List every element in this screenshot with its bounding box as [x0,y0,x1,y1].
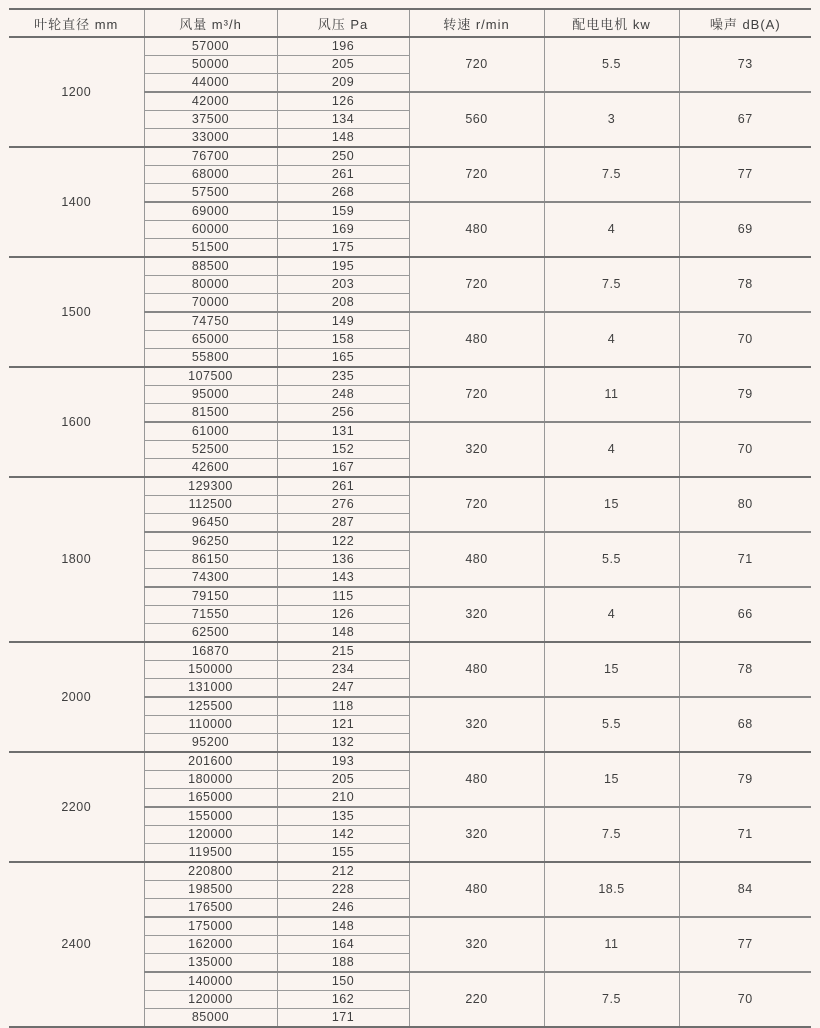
table-row [9,147,811,166]
noise-cell: 68 [679,697,811,752]
motor-power-cell: 5.5 [544,532,679,587]
air-volume-cell: 140000 [144,972,277,991]
speed-cell: 220 [409,972,544,1027]
air-volume-cell: 110000 [144,716,277,734]
noise-cell: 69 [679,202,811,257]
air-volume-cell: 57000 [144,37,277,56]
speed-cell: 320 [409,422,544,477]
air-volume-cell: 70000 [144,294,277,313]
air-volume-cell: 33000 [144,129,277,148]
air-pressure-cell: 148 [277,624,409,643]
air-pressure-cell: 121 [277,716,409,734]
air-volume-cell: 52500 [144,441,277,459]
air-pressure-cell: 165 [277,349,409,368]
noise-cell: 78 [679,642,811,697]
air-volume-cell: 51500 [144,239,277,258]
air-volume-cell: 129300 [144,477,277,496]
air-volume-cell: 16870 [144,642,277,661]
motor-power-cell: 15 [544,642,679,697]
air-pressure-cell: 196 [277,37,409,56]
air-pressure-cell: 148 [277,129,409,148]
table-body [9,37,811,1027]
air-pressure-cell: 246 [277,899,409,918]
air-pressure-cell: 159 [277,202,409,221]
air-pressure-cell: 205 [277,56,409,74]
air-volume-cell: 155000 [144,807,277,826]
air-pressure-cell: 142 [277,826,409,844]
air-volume-cell: 112500 [144,496,277,514]
air-pressure-cell: 261 [277,166,409,184]
table-row [9,477,811,496]
air-volume-cell: 55800 [144,349,277,368]
diameter-cell: 1800 [9,477,144,642]
air-volume-cell: 131000 [144,679,277,698]
air-volume-cell: 175000 [144,917,277,936]
air-pressure-cell: 131 [277,422,409,441]
air-pressure-cell: 118 [277,697,409,716]
air-pressure-cell: 188 [277,954,409,973]
speed-cell: 320 [409,697,544,752]
noise-cell: 79 [679,752,811,807]
diameter-cell: 1200 [9,37,144,147]
noise-cell: 71 [679,807,811,862]
air-pressure-cell: 132 [277,734,409,753]
motor-power-cell: 7.5 [544,257,679,312]
motor-power-cell: 7.5 [544,807,679,862]
air-volume-cell: 60000 [144,221,277,239]
speed-cell: 480 [409,312,544,367]
speed-cell: 560 [409,92,544,147]
noise-cell: 77 [679,147,811,202]
air-pressure-cell: 268 [277,184,409,203]
motor-power-cell: 11 [544,917,679,972]
noise-cell: 77 [679,917,811,972]
air-pressure-cell: 215 [277,642,409,661]
speed-cell: 320 [409,587,544,642]
diameter-cell: 2200 [9,752,144,862]
air-volume-cell: 37500 [144,111,277,129]
air-volume-cell: 71550 [144,606,277,624]
motor-power-cell: 11 [544,367,679,422]
air-pressure-cell: 171 [277,1009,409,1028]
air-volume-cell: 107500 [144,367,277,386]
air-pressure-cell: 261 [277,477,409,496]
air-volume-cell: 74300 [144,569,277,588]
speed-cell: 480 [409,752,544,807]
speed-cell: 480 [409,642,544,697]
air-volume-cell: 150000 [144,661,277,679]
air-volume-cell: 69000 [144,202,277,221]
air-volume-cell: 176500 [144,899,277,918]
air-volume-cell: 201600 [144,752,277,771]
air-pressure-cell: 234 [277,661,409,679]
air-pressure-cell: 256 [277,404,409,423]
motor-power-cell: 7.5 [544,147,679,202]
air-pressure-cell: 175 [277,239,409,258]
air-pressure-cell: 169 [277,221,409,239]
table-header-row [9,9,811,37]
motor-power-cell: 4 [544,587,679,642]
air-pressure-cell: 195 [277,257,409,276]
air-pressure-cell: 150 [277,972,409,991]
speed-cell: 720 [409,147,544,202]
air-pressure-cell: 250 [277,147,409,166]
air-pressure-cell: 205 [277,771,409,789]
speed-cell: 480 [409,202,544,257]
motor-power-cell: 3 [544,92,679,147]
air-pressure-cell: 149 [277,312,409,331]
air-pressure-cell: 126 [277,92,409,111]
diameter-cell: 2400 [9,862,144,1027]
speed-cell: 320 [409,807,544,862]
motor-power-cell: 4 [544,202,679,257]
motor-power-cell: 15 [544,477,679,532]
air-pressure-cell: 209 [277,74,409,93]
noise-cell: 67 [679,92,811,147]
table-row [9,752,811,771]
diameter-cell: 1400 [9,147,144,257]
air-volume-cell: 165000 [144,789,277,808]
air-pressure-cell: 276 [277,496,409,514]
motor-power-cell: 4 [544,312,679,367]
air-volume-cell: 57500 [144,184,277,203]
table-row [9,37,811,56]
air-volume-cell: 119500 [144,844,277,863]
noise-cell: 78 [679,257,811,312]
speed-cell: 320 [409,917,544,972]
air-pressure-cell: 167 [277,459,409,478]
air-pressure-cell: 210 [277,789,409,808]
air-pressure-cell: 228 [277,881,409,899]
air-pressure-cell: 155 [277,844,409,863]
diameter-cell: 1600 [9,367,144,477]
air-volume-cell: 120000 [144,991,277,1009]
air-volume-cell: 120000 [144,826,277,844]
air-pressure-cell: 287 [277,514,409,533]
air-volume-cell: 50000 [144,56,277,74]
speed-cell: 720 [409,367,544,422]
table-row [9,642,811,661]
air-volume-cell: 180000 [144,771,277,789]
air-pressure-cell: 208 [277,294,409,313]
noise-cell: 66 [679,587,811,642]
air-volume-cell: 81500 [144,404,277,423]
air-volume-cell: 85000 [144,1009,277,1028]
header-noise: 噪声 dB(A) [679,9,811,37]
table-row [9,257,811,276]
motor-power-cell: 4 [544,422,679,477]
air-pressure-cell: 212 [277,862,409,881]
air-pressure-cell: 152 [277,441,409,459]
speed-cell: 480 [409,532,544,587]
air-volume-cell: 125500 [144,697,277,716]
air-volume-cell: 135000 [144,954,277,973]
header-air-pressure: 风压 Pa [277,9,409,37]
table-row [9,367,811,386]
air-volume-cell: 198500 [144,881,277,899]
air-volume-cell: 44000 [144,74,277,93]
air-pressure-cell: 143 [277,569,409,588]
header-motor-power: 配电电机 kw [544,9,679,37]
air-volume-cell: 65000 [144,331,277,349]
air-pressure-cell: 247 [277,679,409,698]
air-volume-cell: 162000 [144,936,277,954]
motor-power-cell: 5.5 [544,697,679,752]
air-volume-cell: 95000 [144,386,277,404]
table-row [9,862,811,881]
air-volume-cell: 96450 [144,514,277,533]
air-pressure-cell: 148 [277,917,409,936]
air-pressure-cell: 135 [277,807,409,826]
header-impeller-diameter: 叶轮直径 mm [9,9,144,37]
air-volume-cell: 42000 [144,92,277,111]
air-pressure-cell: 158 [277,331,409,349]
air-pressure-cell: 193 [277,752,409,771]
motor-power-cell: 15 [544,752,679,807]
air-pressure-cell: 134 [277,111,409,129]
air-pressure-cell: 203 [277,276,409,294]
air-volume-cell: 95200 [144,734,277,753]
diameter-cell: 1500 [9,257,144,367]
air-volume-cell: 79150 [144,587,277,606]
air-volume-cell: 88500 [144,257,277,276]
noise-cell: 70 [679,422,811,477]
noise-cell: 80 [679,477,811,532]
noise-cell: 70 [679,972,811,1027]
air-volume-cell: 62500 [144,624,277,643]
air-pressure-cell: 248 [277,386,409,404]
motor-power-cell: 18.5 [544,862,679,917]
speed-cell: 720 [409,477,544,532]
air-pressure-cell: 115 [277,587,409,606]
noise-cell: 84 [679,862,811,917]
air-pressure-cell: 164 [277,936,409,954]
air-volume-cell: 68000 [144,166,277,184]
air-pressure-cell: 126 [277,606,409,624]
noise-cell: 73 [679,37,811,92]
header-air-volume: 风量 m³/h [144,9,277,37]
speed-cell: 720 [409,257,544,312]
header-speed: 转速 r/min [409,9,544,37]
air-volume-cell: 76700 [144,147,277,166]
air-pressure-cell: 235 [277,367,409,386]
speed-cell: 480 [409,862,544,917]
motor-power-cell: 5.5 [544,37,679,92]
air-volume-cell: 96250 [144,532,277,551]
fan-spec-table [9,8,811,1028]
noise-cell: 71 [679,532,811,587]
air-pressure-cell: 122 [277,532,409,551]
air-volume-cell: 220800 [144,862,277,881]
speed-cell: 720 [409,37,544,92]
diameter-cell: 2000 [9,642,144,752]
noise-cell: 70 [679,312,811,367]
air-pressure-cell: 162 [277,991,409,1009]
air-volume-cell: 42600 [144,459,277,478]
motor-power-cell: 7.5 [544,972,679,1027]
noise-cell: 79 [679,367,811,422]
air-volume-cell: 74750 [144,312,277,331]
air-volume-cell: 86150 [144,551,277,569]
air-pressure-cell: 136 [277,551,409,569]
air-volume-cell: 61000 [144,422,277,441]
air-volume-cell: 80000 [144,276,277,294]
